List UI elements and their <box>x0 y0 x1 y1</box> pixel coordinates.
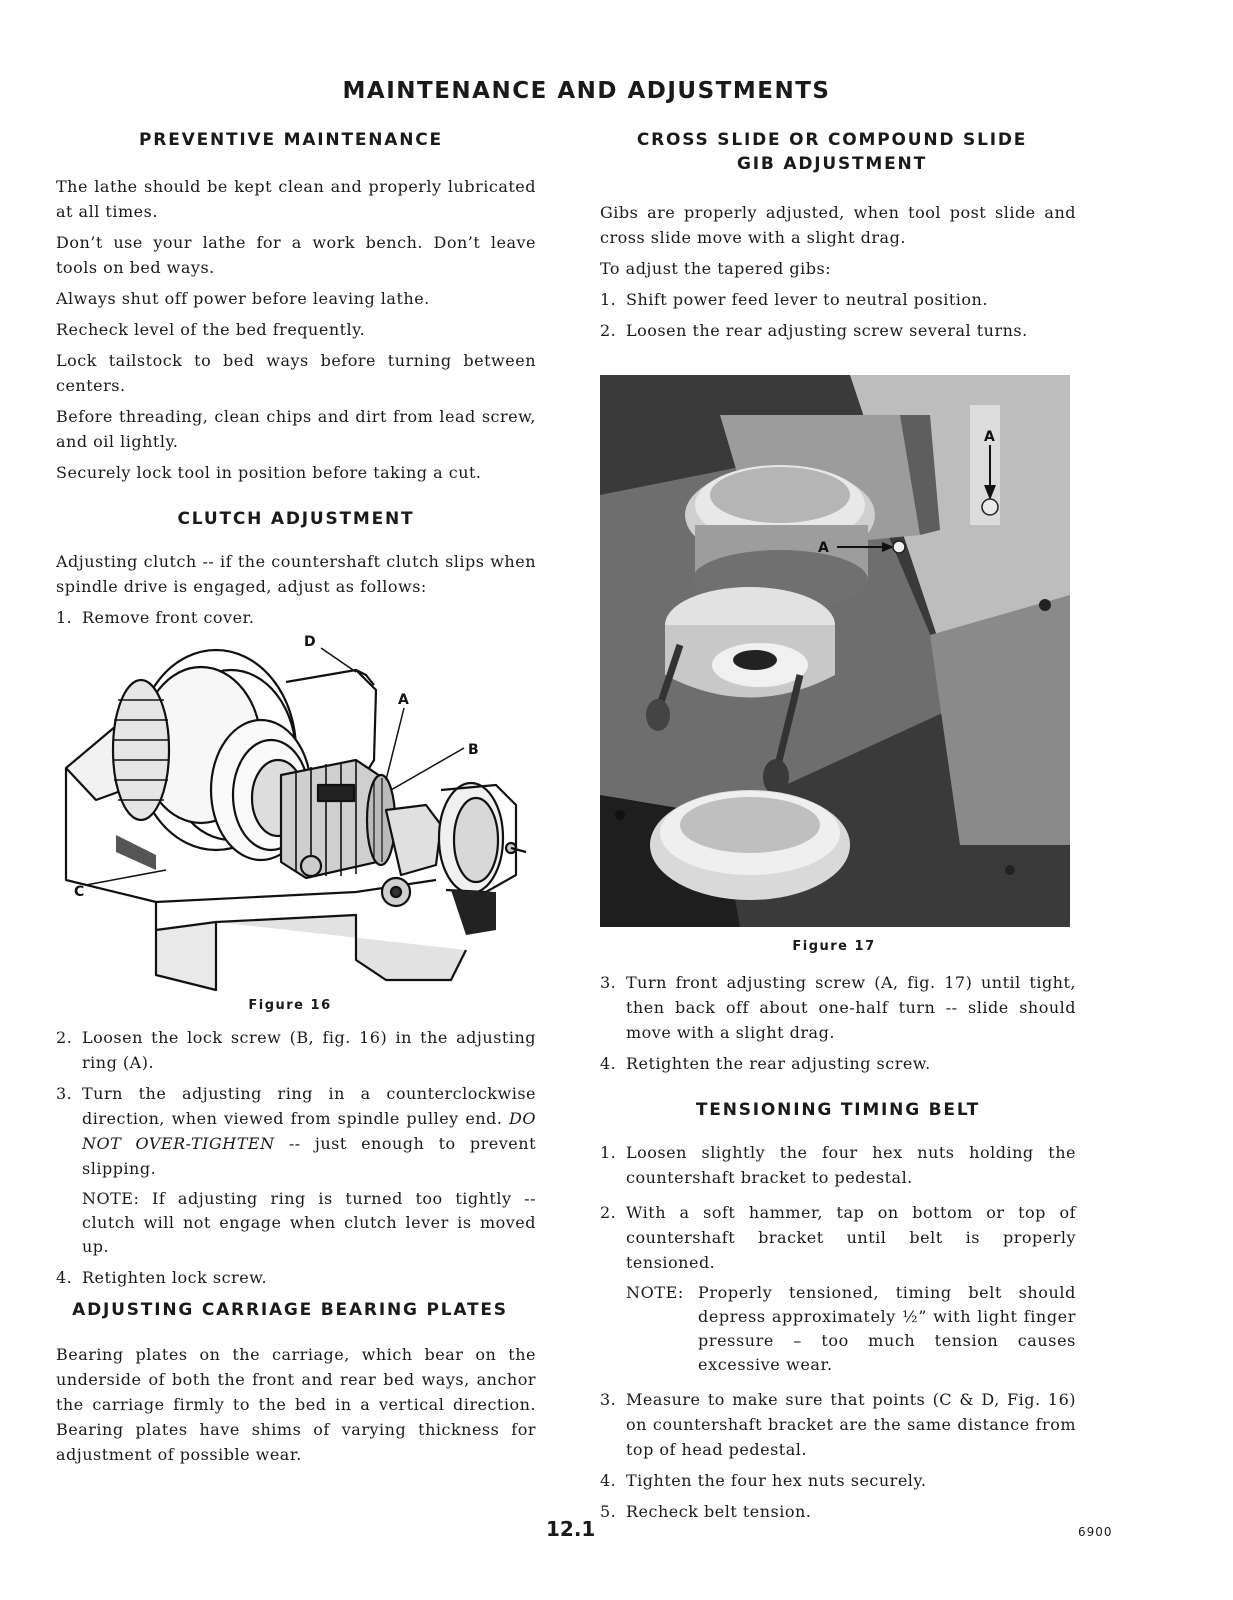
clutch-note: NOTE: If adjusting ring is turned too tightly -- clutch will not engage when clutch lever is moved up. <box>82 1189 536 1256</box>
step-text: Measure to make sure that points (C & D, Fig. 16) on countershaft bracket are the same distance from top of head pedestal. <box>626 1390 1076 1459</box>
gib-step <box>600 287 1076 312</box>
step-text: Loosen slightly the four hex nuts holding the countershaft bracket to pedestal. <box>626 1143 1076 1187</box>
step-text: Recheck belt tension. <box>626 1502 812 1521</box>
bearing-plates-text: Bearing plates on the carriage, which bear on the underside of both the front and rear bed ways, anchor the carriage firmly to the bed in a vertical direction. Bearing plates have shims of varying thickness for adjustment of possible wear. <box>56 1345 536 1464</box>
gib-lead: To adjust the tapered gibs: <box>600 259 832 278</box>
step-number: 3. <box>600 973 617 992</box>
bearing-plates-heading: ADJUSTING CARRIAGE BEARING PLATES <box>72 1300 508 1320</box>
step-number: 3. <box>600 1390 617 1409</box>
step-number: 2. <box>56 1028 73 1047</box>
page-title: MAINTENANCE AND ADJUSTMENTS <box>342 78 831 104</box>
step-text: Loosen the lock screw (B, fig. 16) in the adjusting ring (A). <box>82 1028 536 1072</box>
step-number: 4. <box>56 1268 73 1287</box>
heading-line: CROSS SLIDE OR COMPOUND SLIDE <box>636 130 1028 150</box>
preventive-paragraph: Securely lock tool in position before taking a cut. <box>56 463 482 482</box>
gib-adjustment-heading <box>588 128 1076 176</box>
belt-step <box>600 1200 1076 1275</box>
step-text: Turn front adjusting screw (A, fig. 17) until tight, then back off about one-half turn -- slide should move with a slight drag. <box>626 973 1076 1042</box>
gib-step <box>600 970 1076 1045</box>
step-text: Retighten lock screw. <box>82 1268 268 1287</box>
figure-17-photo <box>600 375 1070 927</box>
belt-note <box>626 1281 1076 1377</box>
document-code: 6900 <box>1078 1525 1113 1539</box>
figure-16-label-d: D <box>304 634 316 650</box>
step-text: Remove front cover. <box>82 608 255 627</box>
figure-16-label-b: B <box>468 742 479 758</box>
figure-17-caption: Figure 17 <box>792 939 876 954</box>
clutch-intro: Adjusting clutch -- if the countershaft clutch slips when spindle drive is engaged, adjust as follows: <box>56 552 536 596</box>
step-number: 2. <box>600 321 617 340</box>
clutch-step <box>56 605 536 630</box>
step-number: 2. <box>600 1203 617 1222</box>
preventive-paragraph: Recheck level of the bed frequently. <box>56 320 366 339</box>
step-text: Tighten the four hex nuts securely. <box>626 1471 927 1490</box>
step-text-part: -- just enough to prevent slipping. <box>82 1134 537 1178</box>
clutch-step <box>56 1025 536 1075</box>
step-number: 4. <box>600 1054 617 1073</box>
step-number: 1. <box>600 1143 617 1162</box>
timing-belt-heading: TENSIONING TIMING BELT <box>695 1100 981 1120</box>
step-text: With a soft hammer, tap on bottom or top of countershaft bracket until belt is properly tensioned. <box>626 1203 1076 1272</box>
preventive-paragraph: Before threading, clean chips and dirt from lead screw, and oil lightly. <box>56 407 536 451</box>
step-number: 4. <box>600 1471 617 1490</box>
belt-step <box>600 1499 1076 1524</box>
step-number: 1. <box>600 290 617 309</box>
heading-line: GIB ADJUSTMENT <box>737 154 927 174</box>
clutch-adjustment-heading: CLUTCH ADJUSTMENT <box>177 509 415 529</box>
preventive-paragraph: Don’t use your lathe for a work bench. Don’t leave tools on bed ways. <box>56 233 536 277</box>
gib-step <box>600 318 1076 343</box>
step-number: 1. <box>56 608 73 627</box>
step-text: Retighten the rear adjusting screw. <box>626 1054 931 1073</box>
figure-17-label-a-top: A <box>984 429 995 445</box>
figure-16-caption: Figure 16 <box>248 998 332 1013</box>
preventive-paragraph: Lock tailstock to bed ways before turning between centers. <box>56 351 536 395</box>
preventive-paragraph: Always shut off power before leaving lathe. <box>56 289 430 308</box>
gib-intro: Gibs are properly adjusted, when tool post slide and cross slide move with a slight drag. <box>600 203 1076 247</box>
figure-17-label-a-left: A <box>818 540 829 556</box>
warning-text: DO NOT OVER-TIGHTEN <box>82 1109 536 1153</box>
figure-16-label-c: C <box>74 884 85 900</box>
note-text: Properly tensioned, timing belt should depress approximately ½” with light finger pressure – too much tension causes excessive wear. <box>698 1283 1076 1374</box>
step-number: 3. <box>56 1084 73 1103</box>
figure-16-label-a: A <box>398 692 409 708</box>
belt-step <box>600 1387 1076 1462</box>
left-column <box>56 128 536 1467</box>
step-text: Shift power feed lever to neutral position. <box>626 290 988 309</box>
gib-step <box>600 1051 1076 1076</box>
step-text: Loosen the rear adjusting screw several turns. <box>626 321 1028 340</box>
step-text-part: Turn the adjusting ring in a counterclockwise direction, when viewed from spindle pulley end. <box>82 1084 536 1128</box>
page-number: 12.1 <box>546 1517 596 1541</box>
belt-step <box>600 1468 1076 1493</box>
preventive-maintenance-heading: PREVENTIVE MAINTENANCE <box>139 130 443 150</box>
preventive-paragraph: The lathe should be kept clean and properly lubricated at all times. <box>56 177 536 221</box>
belt-step <box>600 1140 1076 1190</box>
figure-16-illustration <box>56 630 536 1000</box>
clutch-step <box>56 1081 536 1181</box>
note-label: NOTE: <box>626 1283 684 1302</box>
clutch-step <box>56 1265 536 1290</box>
step-text <box>82 1081 536 1181</box>
right-column <box>600 128 1076 1524</box>
step-number: 5. <box>600 1502 617 1521</box>
